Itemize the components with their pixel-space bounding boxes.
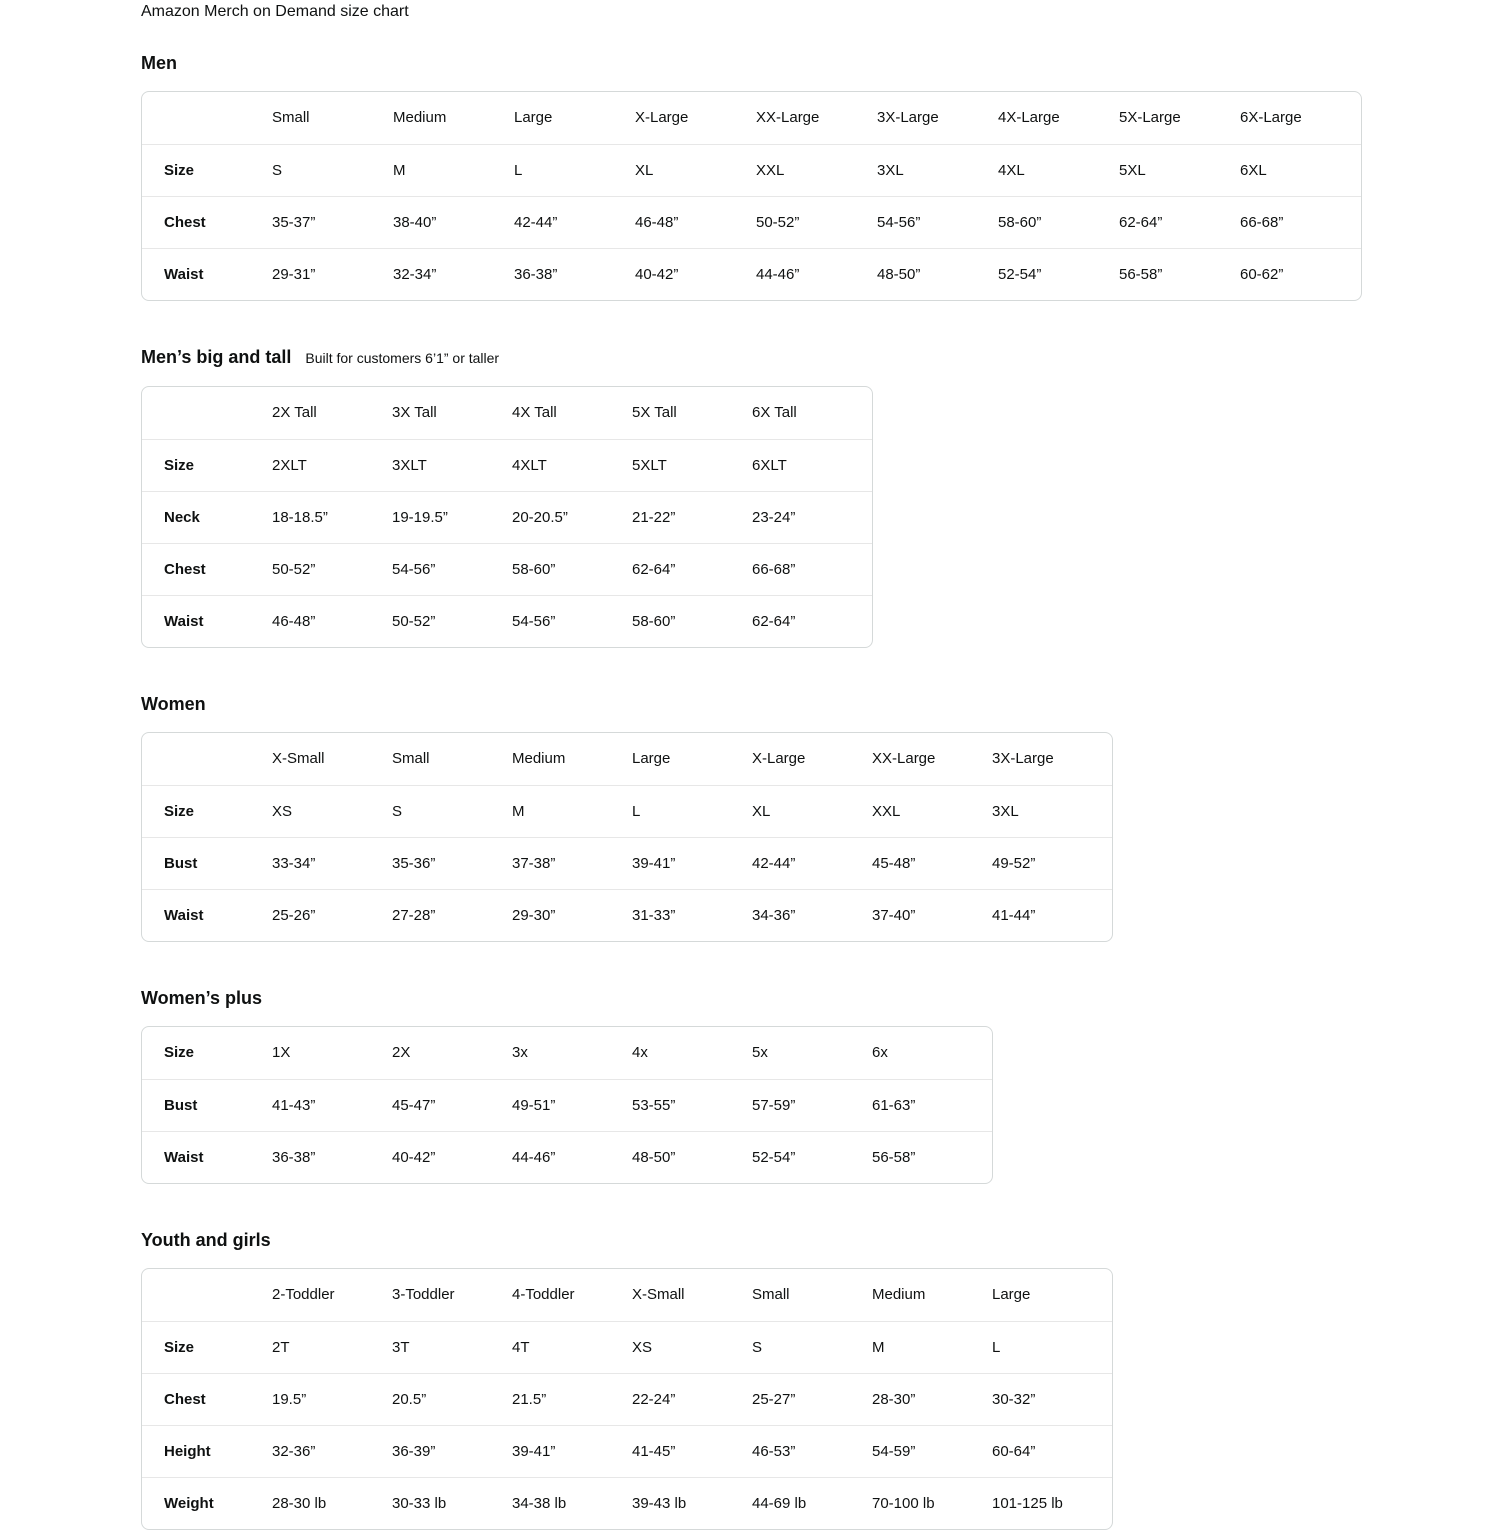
value-cell: 19.5” <box>272 1373 392 1425</box>
value-cell: 4XLT <box>512 439 632 491</box>
value-cell: 3XL <box>992 785 1112 837</box>
value-cell: 2T <box>272 1321 392 1373</box>
size-table <box>142 387 872 647</box>
value-cell: 35-36” <box>392 837 512 889</box>
section-heading <box>141 693 1499 716</box>
value-cell: 50-52” <box>392 595 512 647</box>
value-cell: M <box>512 785 632 837</box>
column-header: X-Small <box>272 750 325 768</box>
value-cell: XS <box>272 785 392 837</box>
row-label: Waist <box>142 1131 272 1183</box>
value-cell: 3x <box>512 1044 528 1062</box>
corner-cell <box>142 92 272 144</box>
value-cell: 56-58” <box>872 1131 992 1183</box>
value-cell: 28-30 lb <box>272 1477 392 1529</box>
column-header: Medium <box>393 109 447 127</box>
value-cell: 40-42” <box>635 248 756 300</box>
value-cell: 52-54” <box>998 248 1119 300</box>
size-table <box>142 733 1112 941</box>
table-row <box>142 1477 1112 1529</box>
value-cell: 41-44” <box>992 889 1112 941</box>
table-row <box>142 491 872 543</box>
row-label: Chest <box>142 1373 272 1425</box>
value-cell: 4XL <box>998 144 1119 196</box>
value-cell: 19-19.5” <box>392 491 512 543</box>
value-cell: 62-64” <box>752 595 872 647</box>
table-row <box>142 1131 992 1183</box>
table-row <box>142 248 1361 300</box>
value-cell: 57-59” <box>752 1079 872 1131</box>
value-cell: XXL <box>756 144 877 196</box>
value-cell: 36-38” <box>272 1131 392 1183</box>
value-cell: 21-22” <box>632 491 752 543</box>
value-cell: 41-43” <box>272 1079 392 1131</box>
column-header: 3X-Large <box>877 109 939 127</box>
row-label: Bust <box>142 1079 272 1131</box>
value-cell: 46-48” <box>635 196 756 248</box>
column-header: Small <box>752 1286 790 1304</box>
value-cell: 49-51” <box>512 1079 632 1131</box>
value-cell: 58-60” <box>632 595 752 647</box>
value-cell: M <box>393 144 514 196</box>
table-row <box>142 785 1112 837</box>
value-cell: 44-69 lb <box>752 1477 872 1529</box>
row-label: Size <box>142 1321 272 1373</box>
value-cell: XL <box>635 144 756 196</box>
value-cell: 32-34” <box>393 248 514 300</box>
value-cell: 41-45” <box>632 1425 752 1477</box>
value-cell: 29-30” <box>512 889 632 941</box>
column-header: X-Large <box>752 750 806 768</box>
section-heading <box>141 346 1499 370</box>
column-header: Large <box>632 750 671 768</box>
row-label: Height <box>142 1425 272 1477</box>
column-header: X-Large <box>635 109 689 127</box>
section-women <box>141 693 1499 947</box>
value-cell: 1X <box>272 1044 291 1062</box>
section-youth-and-girls <box>141 1229 1499 1535</box>
row-label: Waist <box>142 248 272 300</box>
column-header: 5X Tall <box>632 404 677 422</box>
table-row <box>142 889 1112 941</box>
value-cell: 53-55” <box>632 1079 752 1131</box>
value-cell: L <box>514 144 635 196</box>
column-header: Small <box>392 750 430 768</box>
corner-cell <box>142 387 272 439</box>
value-cell: 36-38” <box>514 248 635 300</box>
value-cell: 29-31” <box>272 248 393 300</box>
value-cell: 39-43 lb <box>632 1477 752 1529</box>
value-cell: 22-24” <box>632 1373 752 1425</box>
value-cell: 33-34” <box>272 837 392 889</box>
value-cell: 4T <box>512 1321 632 1373</box>
value-cell: 50-52” <box>272 543 392 595</box>
value-cell: 60-62” <box>1240 248 1361 300</box>
value-cell: 36-39” <box>392 1425 512 1477</box>
column-header-row <box>142 387 872 439</box>
section-heading <box>141 52 1499 75</box>
page-title: Amazon Merch on Demand size chart <box>141 3 409 20</box>
value-cell: 48-50” <box>632 1131 752 1183</box>
row-label: Waist <box>142 889 272 941</box>
column-header: 3-Toddler <box>392 1286 455 1304</box>
section-heading-text: Youth and girls <box>141 1230 271 1250</box>
column-header: 4-Toddler <box>512 1286 575 1304</box>
value-cell: 44-46” <box>756 248 877 300</box>
value-cell: 46-53” <box>752 1425 872 1477</box>
value-cell: 2X <box>392 1044 411 1062</box>
value-cell: 4x <box>632 1044 648 1062</box>
value-cell: 21.5” <box>512 1373 632 1425</box>
section-heading-text: Men <box>141 53 177 73</box>
column-header: 2-Toddler <box>272 1286 335 1304</box>
value-cell: L <box>632 785 752 837</box>
value-cell: 45-47” <box>392 1079 512 1131</box>
section-heading <box>141 1229 1499 1252</box>
value-cell: S <box>752 1321 872 1373</box>
column-header: Medium <box>512 750 566 768</box>
value-cell: 3XLT <box>392 439 512 491</box>
value-cell: 34-36” <box>752 889 872 941</box>
column-header-row <box>142 92 1361 144</box>
value-cell: 20-20.5” <box>512 491 632 543</box>
value-cell: 44-46” <box>512 1131 632 1183</box>
size-table-women <box>141 732 1113 942</box>
value-cell: 66-68” <box>752 543 872 595</box>
value-cell: 6XL <box>1240 144 1361 196</box>
value-cell: S <box>272 144 393 196</box>
value-cell: 5XLT <box>632 439 752 491</box>
row-label: Weight <box>142 1477 272 1529</box>
value-cell: 101-125 lb <box>992 1477 1112 1529</box>
table-row <box>142 1425 1112 1477</box>
value-cell: 40-42” <box>392 1131 512 1183</box>
value-cell: 39-41” <box>512 1425 632 1477</box>
column-header-row <box>142 1269 1112 1321</box>
row-label: Neck <box>142 491 272 543</box>
value-cell: 58-60” <box>998 196 1119 248</box>
row-label: Size <box>142 439 272 491</box>
column-header: 4X-Large <box>998 109 1060 127</box>
row-label: Size <box>164 1044 195 1062</box>
value-cell: 66-68” <box>1240 196 1361 248</box>
value-cell: 42-44” <box>514 196 635 248</box>
value-cell: 23-24” <box>752 491 872 543</box>
value-cell: 25-27” <box>752 1373 872 1425</box>
size-table-men <box>141 91 1362 301</box>
value-cell: 50-52” <box>756 196 877 248</box>
size-table <box>142 1027 992 1183</box>
table-row <box>142 196 1361 248</box>
value-cell: 52-54” <box>752 1131 872 1183</box>
value-cell: 45-48” <box>872 837 992 889</box>
table-row <box>142 837 1112 889</box>
section-womens-plus <box>141 987 1499 1189</box>
value-cell: 6x <box>872 1044 888 1062</box>
value-cell: 5XL <box>1119 144 1240 196</box>
column-header: X-Small <box>632 1286 685 1304</box>
table-row <box>142 595 872 647</box>
value-cell: 32-36” <box>272 1425 392 1477</box>
value-cell: 38-40” <box>393 196 514 248</box>
value-cell: 3T <box>392 1321 512 1373</box>
row-label: Chest <box>142 543 272 595</box>
column-header: Large <box>514 109 553 127</box>
value-cell: 30-32” <box>992 1373 1112 1425</box>
column-header: XX-Large <box>872 750 936 768</box>
value-cell: 30-33 lb <box>392 1477 512 1529</box>
row-label: Waist <box>142 595 272 647</box>
value-cell: 56-58” <box>1119 248 1240 300</box>
value-cell: XXL <box>872 785 992 837</box>
row-label: Bust <box>142 837 272 889</box>
table-row <box>142 1373 1112 1425</box>
column-header: 3X Tall <box>392 404 437 422</box>
value-cell: 42-44” <box>752 837 872 889</box>
corner-cell <box>142 1269 272 1321</box>
value-cell: 34-38 lb <box>512 1477 632 1529</box>
size-table-womens-plus <box>141 1026 993 1184</box>
value-cell: S <box>392 785 512 837</box>
value-cell: 61-63” <box>872 1079 992 1131</box>
value-cell: 58-60” <box>512 543 632 595</box>
section-heading-text: Women <box>141 694 206 714</box>
table-row <box>142 1321 1112 1373</box>
value-cell: 46-48” <box>272 595 392 647</box>
value-cell: 35-37” <box>272 196 393 248</box>
section-heading-text: Men’s big and tall <box>141 347 292 367</box>
size-table <box>142 1269 1112 1529</box>
value-cell: 54-56” <box>877 196 998 248</box>
value-cell: 49-52” <box>992 837 1112 889</box>
value-cell: 20.5” <box>392 1373 512 1425</box>
value-cell: 31-33” <box>632 889 752 941</box>
column-header: 4X Tall <box>512 404 557 422</box>
column-header: 3X-Large <box>992 750 1054 768</box>
value-cell: 39-41” <box>632 837 752 889</box>
column-header: XX-Large <box>756 109 820 127</box>
value-cell: 54-56” <box>512 595 632 647</box>
column-header: Small <box>272 109 310 127</box>
section-heading <box>141 987 1499 1010</box>
value-cell: 37-40” <box>872 889 992 941</box>
value-cell: 6XLT <box>752 439 872 491</box>
value-cell: XS <box>632 1321 752 1373</box>
size-table-mens-big-and-tall <box>141 386 873 648</box>
value-cell: 54-59” <box>872 1425 992 1477</box>
value-cell: 37-38” <box>512 837 632 889</box>
section-mens-big-and-tall <box>141 346 1499 653</box>
size-chart-sections <box>141 52 1499 1535</box>
value-cell: 54-56” <box>392 543 512 595</box>
table-row <box>142 1027 992 1079</box>
column-header-row <box>142 733 1112 785</box>
value-cell: XL <box>752 785 872 837</box>
table-row <box>142 1079 992 1131</box>
column-header: 2X Tall <box>272 404 317 422</box>
value-cell: 3XL <box>877 144 998 196</box>
value-cell: 2XLT <box>272 439 392 491</box>
table-row <box>142 543 872 595</box>
column-header: Large <box>992 1286 1031 1304</box>
size-table <box>142 92 1361 300</box>
row-label: Size <box>142 785 272 837</box>
section-men <box>141 52 1499 306</box>
section-subtitle: Built for customers 6’1” or taller <box>305 350 500 366</box>
value-cell: 60-64” <box>992 1425 1112 1477</box>
value-cell: 62-64” <box>632 543 752 595</box>
value-cell: 62-64” <box>1119 196 1240 248</box>
table-row <box>142 144 1361 196</box>
value-cell: L <box>992 1321 1112 1373</box>
column-header: 6X-Large <box>1240 109 1302 127</box>
column-header: 5X-Large <box>1119 109 1181 127</box>
value-cell: M <box>872 1321 992 1373</box>
value-cell: 25-26” <box>272 889 392 941</box>
corner-cell <box>142 733 272 785</box>
value-cell: 48-50” <box>877 248 998 300</box>
size-table-youth-and-girls <box>141 1268 1113 1530</box>
value-cell: 18-18.5” <box>272 491 392 543</box>
column-header: 6X Tall <box>752 404 797 422</box>
table-row <box>142 439 872 491</box>
value-cell: 70-100 lb <box>872 1477 992 1529</box>
section-heading-text: Women’s plus <box>141 988 263 1008</box>
value-cell: 5x <box>752 1044 768 1062</box>
row-label: Chest <box>142 196 272 248</box>
row-label: Size <box>142 144 272 196</box>
value-cell: 28-30” <box>872 1373 992 1425</box>
value-cell: 27-28” <box>392 889 512 941</box>
column-header: Medium <box>872 1286 926 1304</box>
